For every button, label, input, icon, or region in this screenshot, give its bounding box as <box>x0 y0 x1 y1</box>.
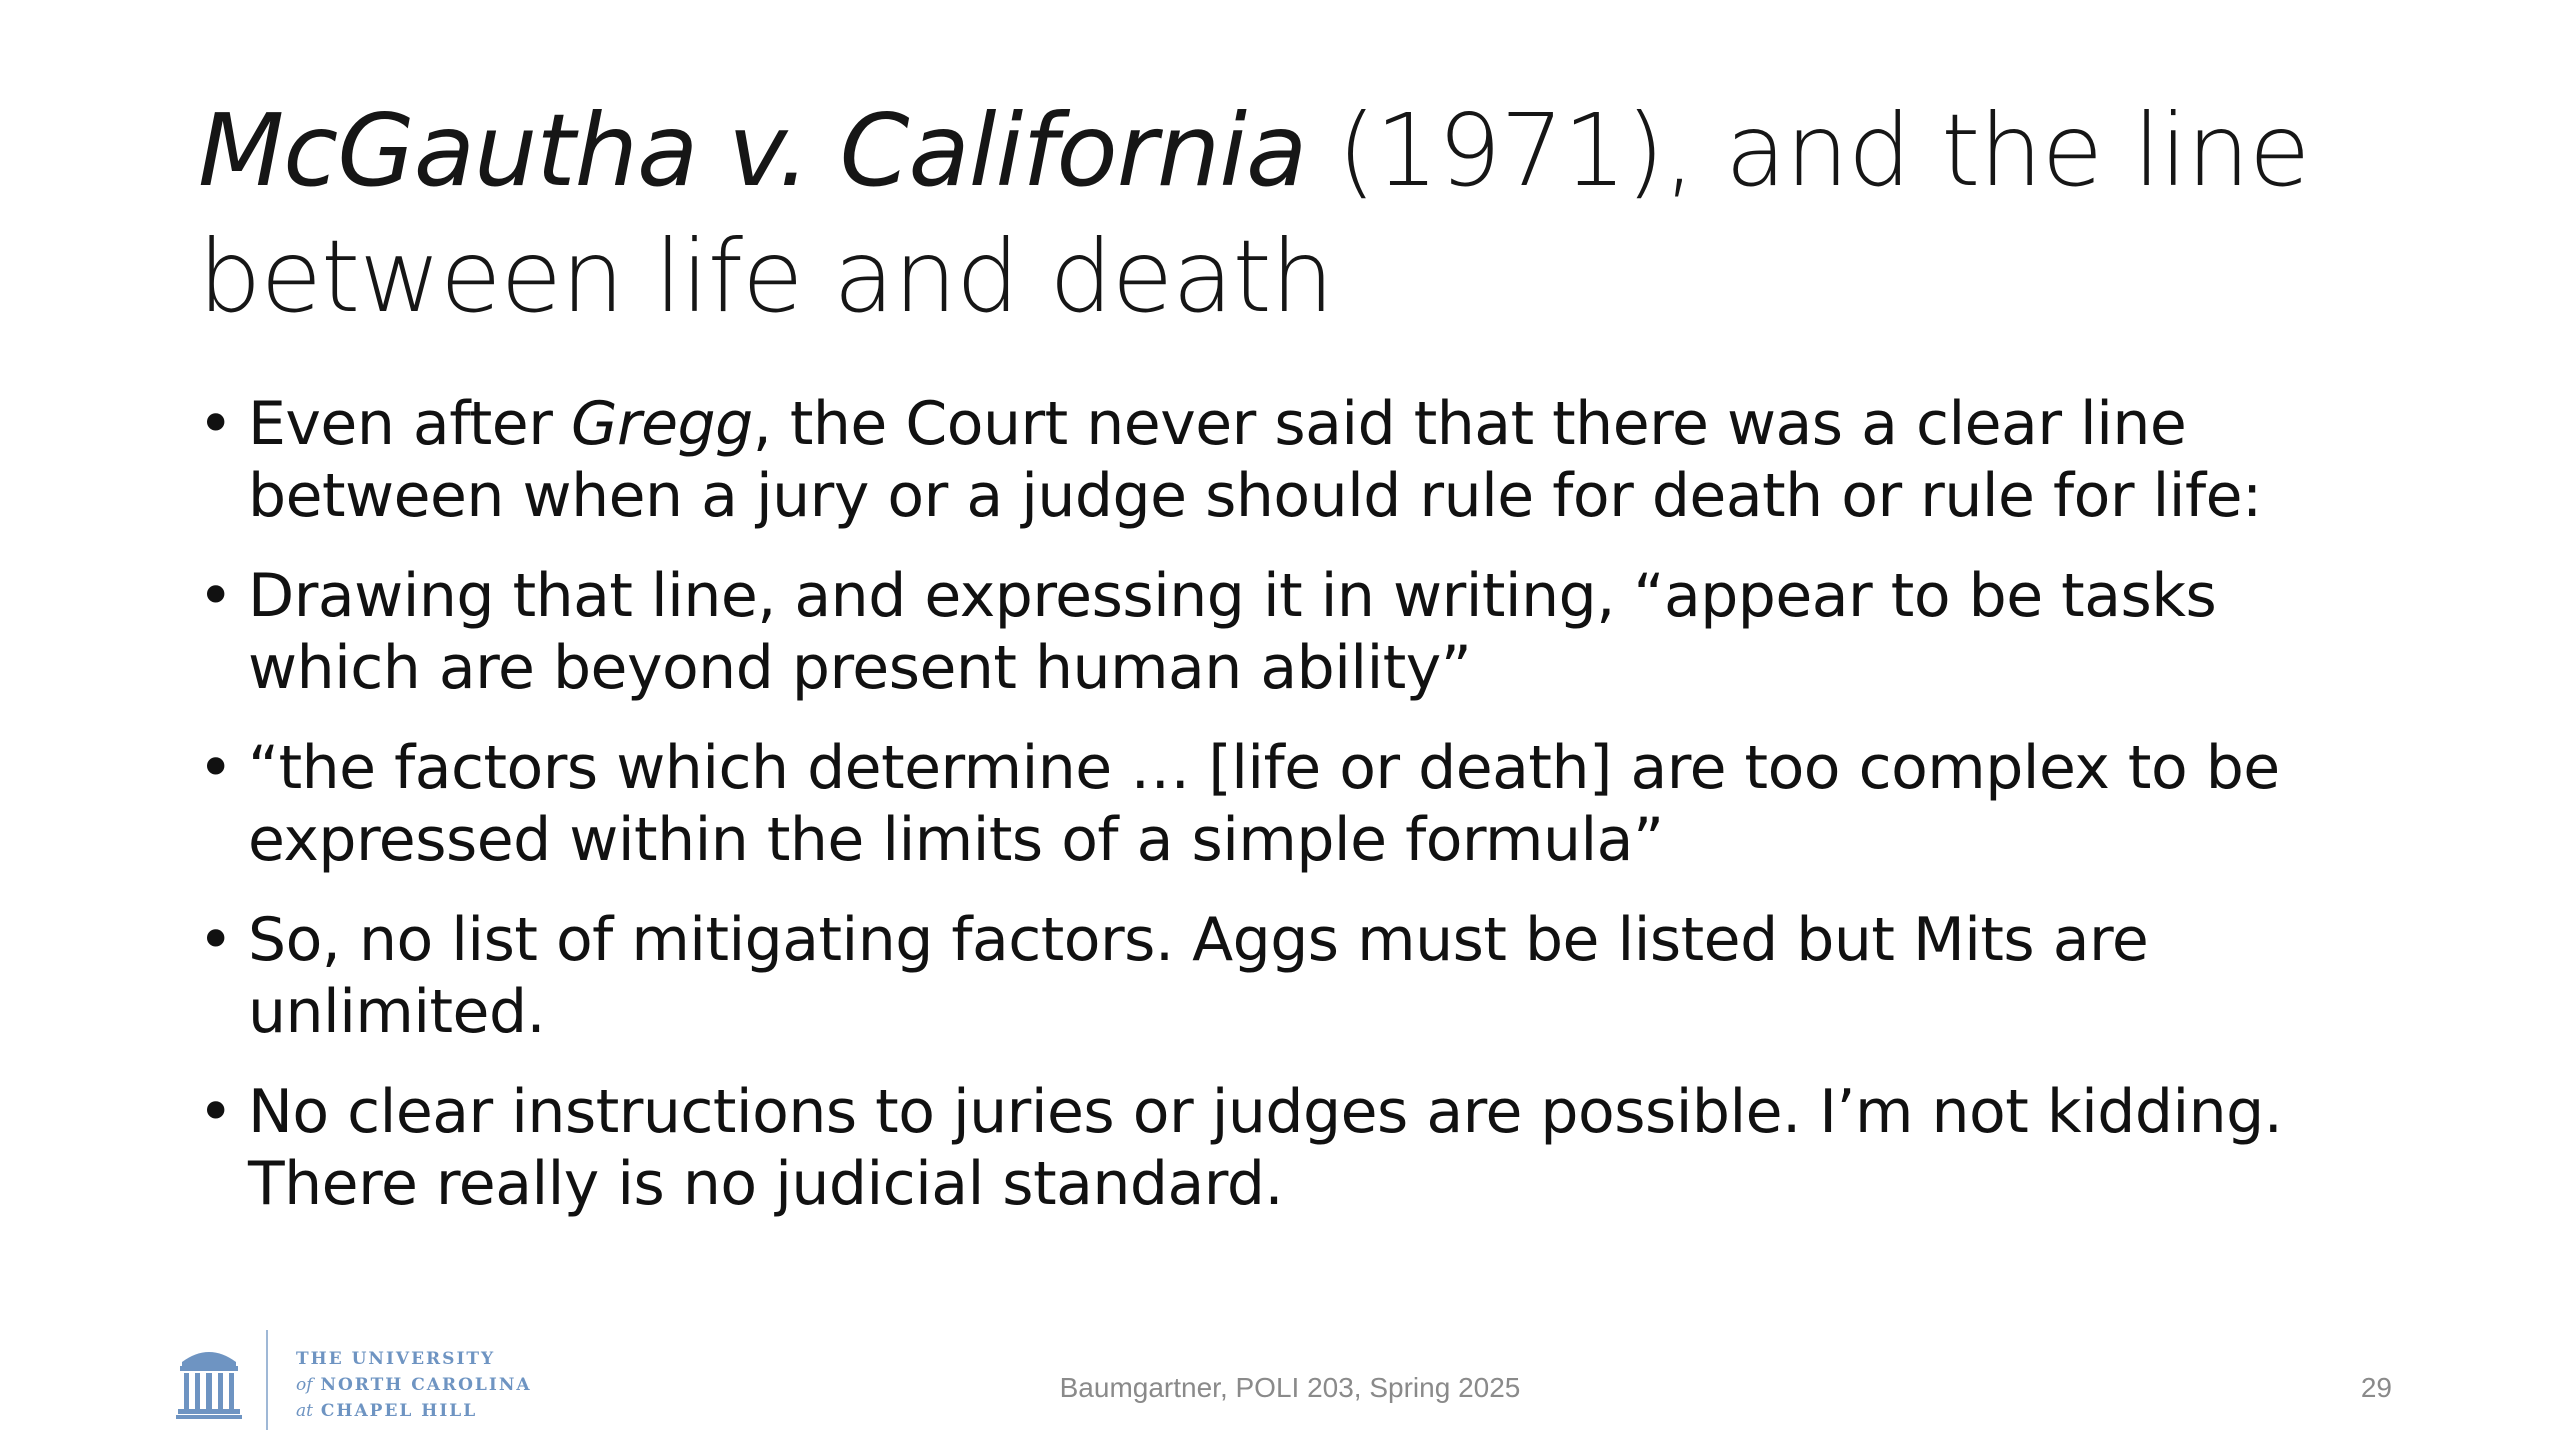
bullet-text: Drawing that line, and expressing it in writing, “appear to be tasks which are beyond present human ability” <box>248 561 2217 703</box>
old-well-icon <box>176 1340 242 1420</box>
bullet-text: No clear instructions to juries or judges are possible. I’m not kidding. There really is no judicial standard. <box>248 1077 2283 1219</box>
logo-divider <box>266 1330 268 1430</box>
bullet-text: “the factors which determine … [life or death] are too complex to be expressed within the limits of a simple formula” <box>248 733 2280 875</box>
logo-line3: CHAPEL HILL <box>320 1401 478 1421</box>
bullet-item <box>198 560 2398 704</box>
footer-text: Baumgartner, POLI 203, Spring 2025 <box>1059 1372 1521 1403</box>
bullet-item <box>198 904 2398 1048</box>
bullet-item <box>198 1076 2398 1220</box>
bullet-text-post: , the Court never said that there was a clear line between when a jury or a judge should rule for death or rule for life: <box>248 389 2262 531</box>
logo-line2-small: of <box>296 1375 313 1395</box>
bullet-text-pre: Even after <box>248 389 571 459</box>
bullet-marker: • <box>198 905 233 975</box>
logo-line1: THE UNIVERSITY <box>296 1349 496 1369</box>
title-case-name: McGautha v. California <box>198 92 1307 209</box>
bullet-marker: • <box>198 733 233 803</box>
logo-line3-small: at <box>296 1401 313 1421</box>
bullet-marker: • <box>198 1077 233 1147</box>
bullet-list <box>198 388 2398 1248</box>
bullet-item <box>198 388 2398 532</box>
bullet-text: So, no list of mitigating factors. Aggs must be listed but Mits are unlimited. <box>248 905 2149 1047</box>
bullet-marker: • <box>198 389 233 459</box>
bullet-marker: • <box>198 561 233 631</box>
title-line2: between life and death <box>198 218 1334 335</box>
bullet-text-italic: Gregg <box>570 389 753 459</box>
logo-line2: NORTH CAROLINA <box>320 1375 532 1395</box>
page-number: 29 <box>2360 1372 2392 1403</box>
unc-logo <box>176 1326 546 1434</box>
bullet-item <box>198 732 2398 876</box>
title-rest-line1: (1971), and the line <box>1306 92 2310 209</box>
slide-title <box>198 88 2398 340</box>
logo-wordmark <box>296 1346 532 1424</box>
